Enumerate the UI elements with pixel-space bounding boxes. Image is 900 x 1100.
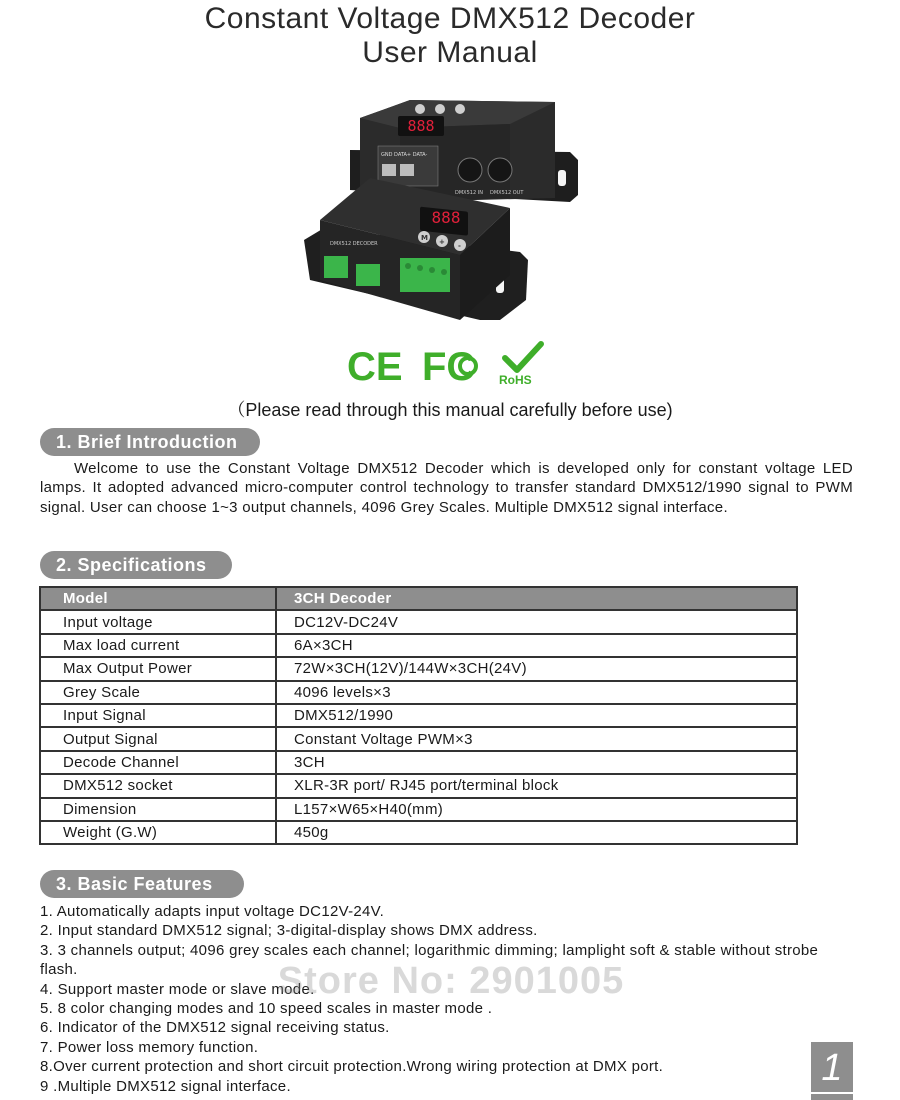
top-label-in: DMX512 IN <box>455 190 483 196</box>
section-heading-features: 3. Basic Features <box>40 870 244 898</box>
list-item: 9 .Multiple DMX512 signal interface. <box>40 1077 291 1095</box>
svg-text:CE: CE <box>347 345 403 389</box>
spec-label: Grey Scale <box>40 681 276 704</box>
page-number-underline <box>811 1092 853 1094</box>
table-row <box>40 657 797 680</box>
table-row <box>40 704 797 727</box>
store-watermark: Store No: 2901005 <box>277 960 625 1002</box>
list-item: 8.Over current protection and short circuit protection.Wrong wiring protection at DMX port. <box>40 1058 664 1076</box>
spec-value: XLR-3R port/ RJ45 port/terminal block <box>276 774 797 797</box>
document-title-line-2: User Manual <box>362 36 538 69</box>
table-row <box>40 798 797 821</box>
spec-value: DC12V-DC24V <box>276 610 797 633</box>
bottom-unit-label: DMX512 DECODER <box>330 241 378 247</box>
bottom-display-digits: 888 <box>431 208 461 227</box>
spec-label: Input Signal <box>40 704 276 727</box>
document-title-line-1: Constant Voltage DMX512 Decoder <box>204 2 696 35</box>
spec-value: 450g <box>276 821 797 844</box>
list-item: 1. Automatically adapts input voltage DC12V-24V. <box>40 903 385 920</box>
table-row <box>40 821 797 844</box>
intro-text: Welcome to use the Constant Voltage DMX512 Decoder which is developed only for constant voltage LED lamps. It adopted advanced micro-computer control technology to transfer standard DMX512/1990 signal to PWM signal. User can choose 1~3 output channels, 4096 Grey Scales. Multiple DMX512 signal interface. <box>40 460 853 516</box>
read-manual-note: （Please read through this manual carefully before use) <box>227 400 673 420</box>
product-image <box>300 80 590 335</box>
spec-value: L157×W65×H40(mm) <box>276 798 797 821</box>
spec-value: DMX512/1990 <box>276 704 797 727</box>
spec-value: 72W×3CH(12V)/144W×3CH(24V) <box>276 657 797 680</box>
spec-value: Constant Voltage PWM×3 <box>276 727 797 750</box>
specifications-table <box>39 586 798 845</box>
spec-label: DMX512 socket <box>40 774 276 797</box>
ce-mark-icon <box>345 340 405 390</box>
list-item: 7. Power loss memory function. <box>40 1038 259 1056</box>
btn-plus-glyph: + <box>439 238 445 246</box>
list-item: 6. Indicator of the DMX512 signal receiving status. <box>40 1019 390 1037</box>
top-label-out: DMX512 OUT <box>490 190 524 196</box>
spec-value: 3CH <box>276 751 797 774</box>
spec-label: Output Signal <box>40 727 276 750</box>
section-heading-specs: 2. Specifications <box>40 551 232 579</box>
spec-label: Dimension <box>40 798 276 821</box>
table-row <box>40 610 797 633</box>
spec-label: Input voltage <box>40 610 276 633</box>
header-cell-model: Model <box>40 587 276 610</box>
top-port-label: GND DATA+ DATA- <box>381 152 428 158</box>
spec-label: Decode Channel <box>40 751 276 774</box>
table-row <box>40 774 797 797</box>
header-cell-value: 3CH Decoder <box>276 587 797 610</box>
spec-label: Weight (G.W) <box>40 821 276 844</box>
top-display-digits: 888 <box>407 117 435 135</box>
btn-m-glyph: M <box>421 234 428 242</box>
table-row <box>40 634 797 657</box>
spec-label: Max Output Power <box>40 657 276 680</box>
intro-paragraph <box>40 459 853 517</box>
list-item: 3. 3 channels output; 4096 grey scales each channel; logarithmic dimming; lamplight soft & stable without strobe flash. <box>40 941 819 979</box>
svg-text:FC: FC <box>422 345 476 389</box>
list-item: 2. Input standard DMX512 signal; 3-digital-display shows DMX address. <box>40 922 538 940</box>
table-row <box>40 751 797 774</box>
table-header-row <box>40 587 797 610</box>
spec-value: 4096 levels×3 <box>276 681 797 704</box>
section-heading-intro: 1. Brief Introduction <box>40 428 260 456</box>
page-number: 1 <box>811 1042 853 1100</box>
btn-minus-glyph: - <box>458 242 461 250</box>
fcc-mark-icon <box>420 340 484 390</box>
svg-text:RoHS: RoHS <box>499 373 532 387</box>
list-item: 5. 8 color changing modes and 10 speed scales in master mode . <box>40 1000 493 1018</box>
table-row <box>40 681 797 704</box>
table-row <box>40 727 797 750</box>
spec-value: 6A×3CH <box>276 634 797 657</box>
spec-label: Max load current <box>40 634 276 657</box>
rohs-mark-icon <box>497 340 547 390</box>
list-item: 4. Support master mode or slave mode. <box>40 980 315 998</box>
